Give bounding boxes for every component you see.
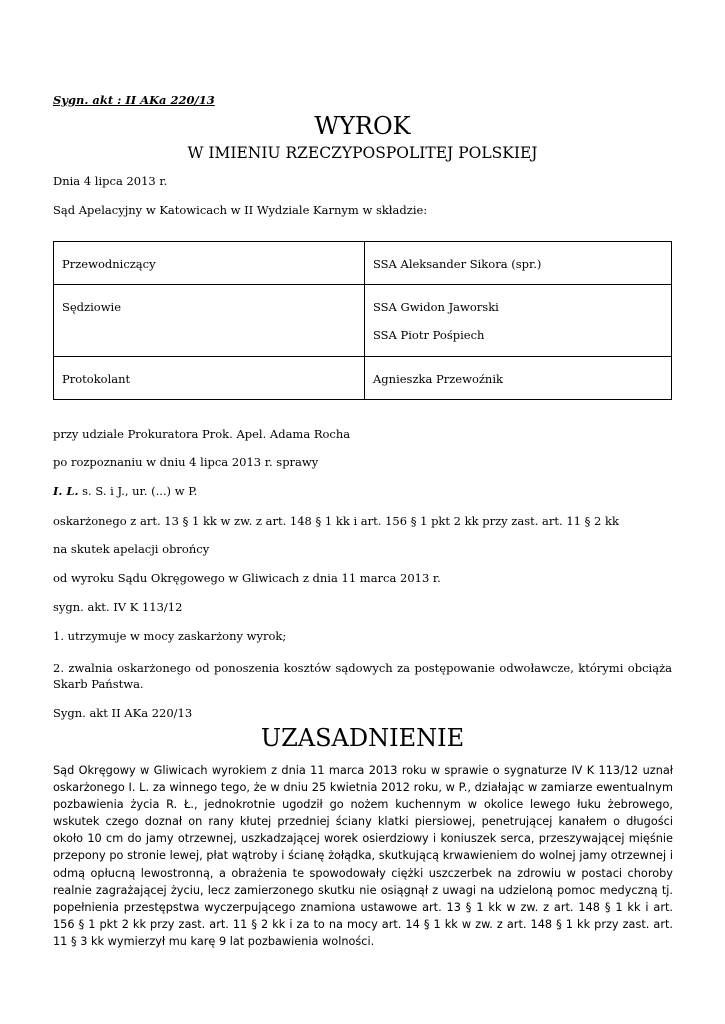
charge-line: oskarżonego z art. 13 § 1 kk w zw. z art. 148 § 1 kk i art. 156 § 1 pkt 2 kk przy zast. art. 11 § 2 kk: [53, 514, 619, 528]
prosecutor-line: przy udziale Prokuratora Prok. Apel. Adama Rocha: [53, 427, 351, 441]
document-title: WYROK: [314, 112, 411, 140]
panel-role: Sędziowie: [62, 300, 122, 314]
ruling-item-2: 2. zwalnia oskarżonego od ponoszenia kosztów sądowych za postępowanie odwoławcze, którymi obciąża Skarb Państwa.: [53, 661, 672, 691]
panel-role-cell: [54, 242, 365, 285]
panel-names-cell: [365, 285, 672, 357]
accused-name: I. L.: [53, 484, 79, 498]
ruling-item-1: 1. utrzymuje w mocy zaskarżony wyrok;: [53, 629, 287, 643]
panel-names-cell: [365, 242, 672, 285]
document-subtitle: W IMIENIU RZECZYPOSPOLITEJ POLSKIEJ: [187, 144, 538, 162]
accused-line: [53, 484, 197, 498]
panel-role: Protokolant: [62, 372, 131, 386]
panel-name: SSA Aleksander Sikora (spr.): [373, 257, 542, 271]
lower-court-reference: sygn. akt. IV K 113/12: [53, 600, 183, 614]
panel-role: Przewodniczący: [62, 257, 156, 271]
court-panel-table: [53, 241, 672, 400]
appealed-judgment-line: od wyroku Sądu Okręgowego w Gliwicach z dnia 11 marca 2013 r.: [53, 571, 441, 585]
panel-name: SSA Piotr Pośpiech: [373, 328, 485, 342]
panel-role-cell: [54, 357, 365, 400]
panel-name: SSA Gwidon Jaworski: [373, 300, 499, 314]
judgment-date: Dnia 4 lipca 2013 r.: [53, 174, 168, 188]
case-reference: Sygn. akt : II AKa 220/13: [53, 93, 215, 107]
panel-role-cell: [54, 285, 365, 357]
appeal-line: na skutek apelacji obrońcy: [53, 542, 210, 556]
panel-row-presiding: [54, 242, 672, 285]
court-composition-intro: Sąd Apelacyjny w Katowicach w II Wydziale Karnym w składzie:: [53, 203, 428, 217]
panel-row-judges: [54, 285, 672, 357]
accused-details: s. S. i J., ur. (...) w P.: [78, 484, 198, 498]
panel-row-clerk: [54, 357, 672, 400]
case-reference-bottom: Sygn. akt II AKa 220/13: [53, 706, 193, 720]
reasons-paragraph: Sąd Okręgowy w Gliwicach wyrokiem z dnia 11 marca 2013 roku w sprawie o sygnaturze IV K 113/12 uznał oskarżonego I. L. za winnego tego, że w dniu 25 kwietnia 2012 roku, w P., działając w zamiarze ewentualnym pozbawienia życia R. Ł., jednokrotnie ugodził go nożem kuchennym w okolice lewego łuku żebrowego, wskutek czego doznał on rany kłutej przedniej ściany klatki piersiowej, penetrującej kanałem o długości około 10 cm do jamy otrzewnej, uszkadzającej worek osierdziowy i koniuszek serca, przeszywającej mięśnie przepony po stronie lewej, płat wątroby i ścianę żołądka, skutkującą krwawieniem do wolnej jamy otrzewnej i odmą opłucną lewostronną, a obrażenia te spowodowały ciężki uszczerbek na zdrowiu w postaci choroby realnie zagrażającej życiu, lecz zamierzonego skutku nie osiągnął z uwagi na udzieloną pomoc medyczną tj. popełnienia przestępstwa wyczerpującego znamiona ustawowe art. 13 § 1 kk w zw. z art. 148 § 1 kk i art. 156 § 1 pkt 2 kk przy zast. art. 11 § 2 kk i za to na mocy art. 14 § 1 kk w zw. z art. 148 § 1 kk przy zast. art. 11 § 3 kk wymierzył mu karę 9 lat pozbawienia wolności.: [53, 764, 673, 948]
panel-name: Agnieszka Przewoźnik: [373, 372, 503, 386]
panel-names-cell: [365, 357, 672, 400]
hearing-line: po rozpoznaniu w dniu 4 lipca 2013 r. sprawy: [53, 455, 319, 469]
reasons-heading: UZASADNIENIE: [260, 724, 465, 752]
